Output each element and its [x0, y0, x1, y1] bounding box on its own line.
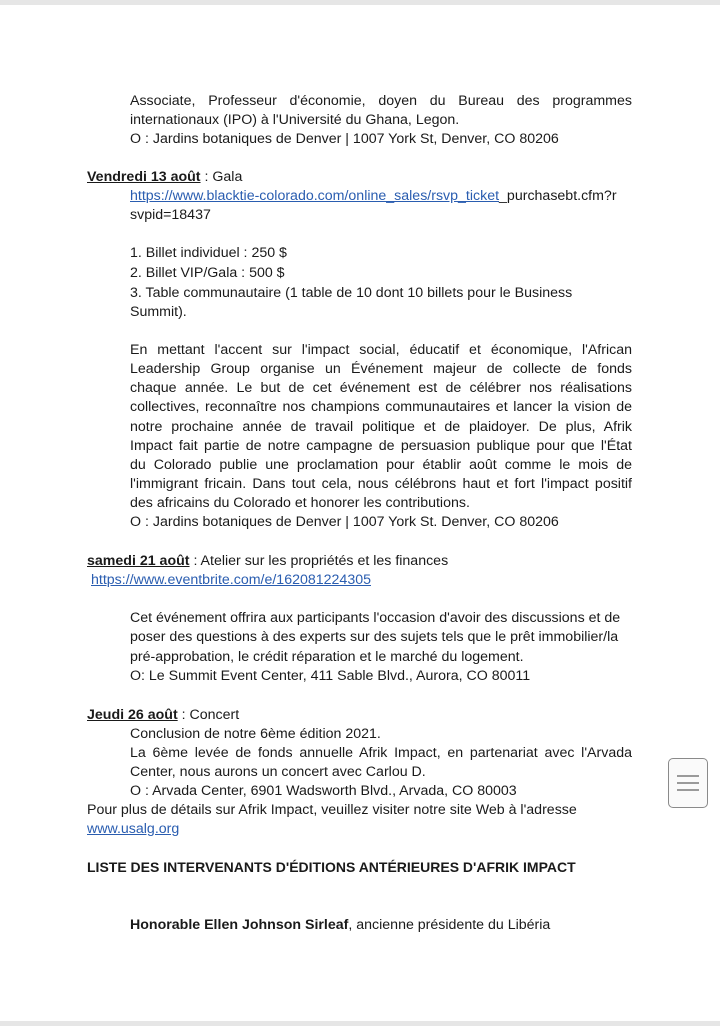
concert-line: Conclusion de notre 6ème édition 2021. [130, 726, 381, 742]
eventbrite-link[interactable]: https://www.eventbrite.com/e/162081224305 [91, 572, 371, 588]
concert-day: Jeudi 26 août [87, 707, 178, 723]
ticket-item: Summit). [130, 304, 187, 320]
gala-paragraph-line: notre prochaine année de travail politique et de plaidoyer. De plus, Afrik [130, 419, 632, 435]
gala-paragraph-line: collectives, reconnaître nos champions communautaires et lancer la vision de [130, 399, 632, 415]
gala-paragraph-line: chaque année. Le but de cet événement est de célébrer nos réalisations [130, 380, 632, 396]
concert-location: O : Arvada Center, 6901 Wadsworth Blvd., Arvada, CO 80003 [130, 783, 517, 799]
intro-location: O : Jardins botaniques de Denver | 1007 York St, Denver, CO 80206 [130, 131, 559, 147]
gala-location: O : Jardins botaniques de Denver | 1007 York St. Denver, CO 80206 [130, 514, 559, 530]
concert-header [87, 706, 239, 725]
speaker-name: Honorable Ellen Johnson Sirleaf [130, 917, 349, 933]
atelier-link-line [91, 571, 371, 590]
website-link[interactable]: www.usalg.org [87, 821, 180, 837]
ticket-item: 2. Billet VIP/Gala : 500 $ [130, 265, 285, 281]
gala-paragraph-line: Impact fait partie de notre campagne de persuasion publique pour que l'État [130, 438, 632, 454]
intro-line: Associate, Professeur d'économie, doyen du Bureau des programmes [130, 93, 632, 109]
gala-day: Vendredi 13 août [87, 169, 201, 185]
atelier-location: O: Le Summit Event Center, 411 Sable Blvd., Aurora, CO 80011 [130, 668, 531, 684]
gala-paragraph-line: En mettant l'accent sur l'impact social, éducatif et économique, l'African [130, 342, 632, 358]
atelier-paragraph-line: poser des questions à des experts sur des sujets tels que le prêt immobilier/la [130, 629, 619, 645]
gala-paragraph-line: Leadership Group organise un Événement majeur de collecte de fonds [130, 361, 632, 377]
bottom-bar [0, 1021, 720, 1026]
atelier-header [87, 552, 448, 571]
document-outline-button[interactable] [668, 758, 708, 808]
gala-ticket-link[interactable]: https://www.blacktie-colorado.com/online_sales/rsvp_ticket [130, 188, 500, 204]
gala-title: : Gala [200, 169, 243, 185]
atelier-day: samedi 21 août [87, 553, 190, 569]
gala-paragraph-line: du Colorado publie une proclamation pour établir août comme le mois de [130, 457, 632, 473]
atelier-title: : Atelier sur les propriétés et les finances [189, 553, 449, 569]
gala-header [87, 168, 242, 187]
speaker-description: , ancienne présidente du Libéria [348, 917, 551, 933]
gala-paragraph-line: l'immigrant fricain. Dans tout cela, nous célébrons haut et fort l'impact positif [130, 476, 632, 492]
speakers-heading: LISTE DES INTERVENANTS D'ÉDITIONS ANTÉRIEURES D'AFRIK IMPACT [87, 859, 576, 875]
concert-line: Center, nous aurons un concert avec Carlou D. [130, 764, 426, 780]
website-line [87, 820, 179, 839]
intro-line: internationaux (IPO) à l'Université du Ghana, Legon. [130, 112, 460, 128]
ticket-item: 3. Table communautaire (1 table de 10 dont 10 billets pour le Business [130, 285, 573, 301]
speaker-item [130, 916, 550, 935]
concert-title: : Concert [177, 707, 240, 723]
gala-link-rest2: svpid=18437 [130, 207, 211, 223]
ticket-item: 1. Billet individuel : 250 $ [130, 245, 287, 261]
atelier-paragraph-line: pré-approbation, le crédit réparation et le marché du logement. [130, 649, 524, 665]
gala-link-line [130, 187, 617, 206]
atelier-paragraph-line: Cet événement offrira aux participants l'occasion d'avoir des discussions et de [130, 610, 621, 626]
gala-link-rest: _purchasebt.cfm?r [499, 188, 617, 204]
more-info-text: Pour plus de détails sur Afrik Impact, veuillez visiter notre site Web à l'adresse [87, 802, 577, 818]
concert-line: La 6ème levée de fonds annuelle Afrik Impact, en partenariat avec l'Arvada [130, 745, 632, 761]
gala-paragraph-line: des africains du Colorado et honorer les contributions. [130, 495, 470, 511]
